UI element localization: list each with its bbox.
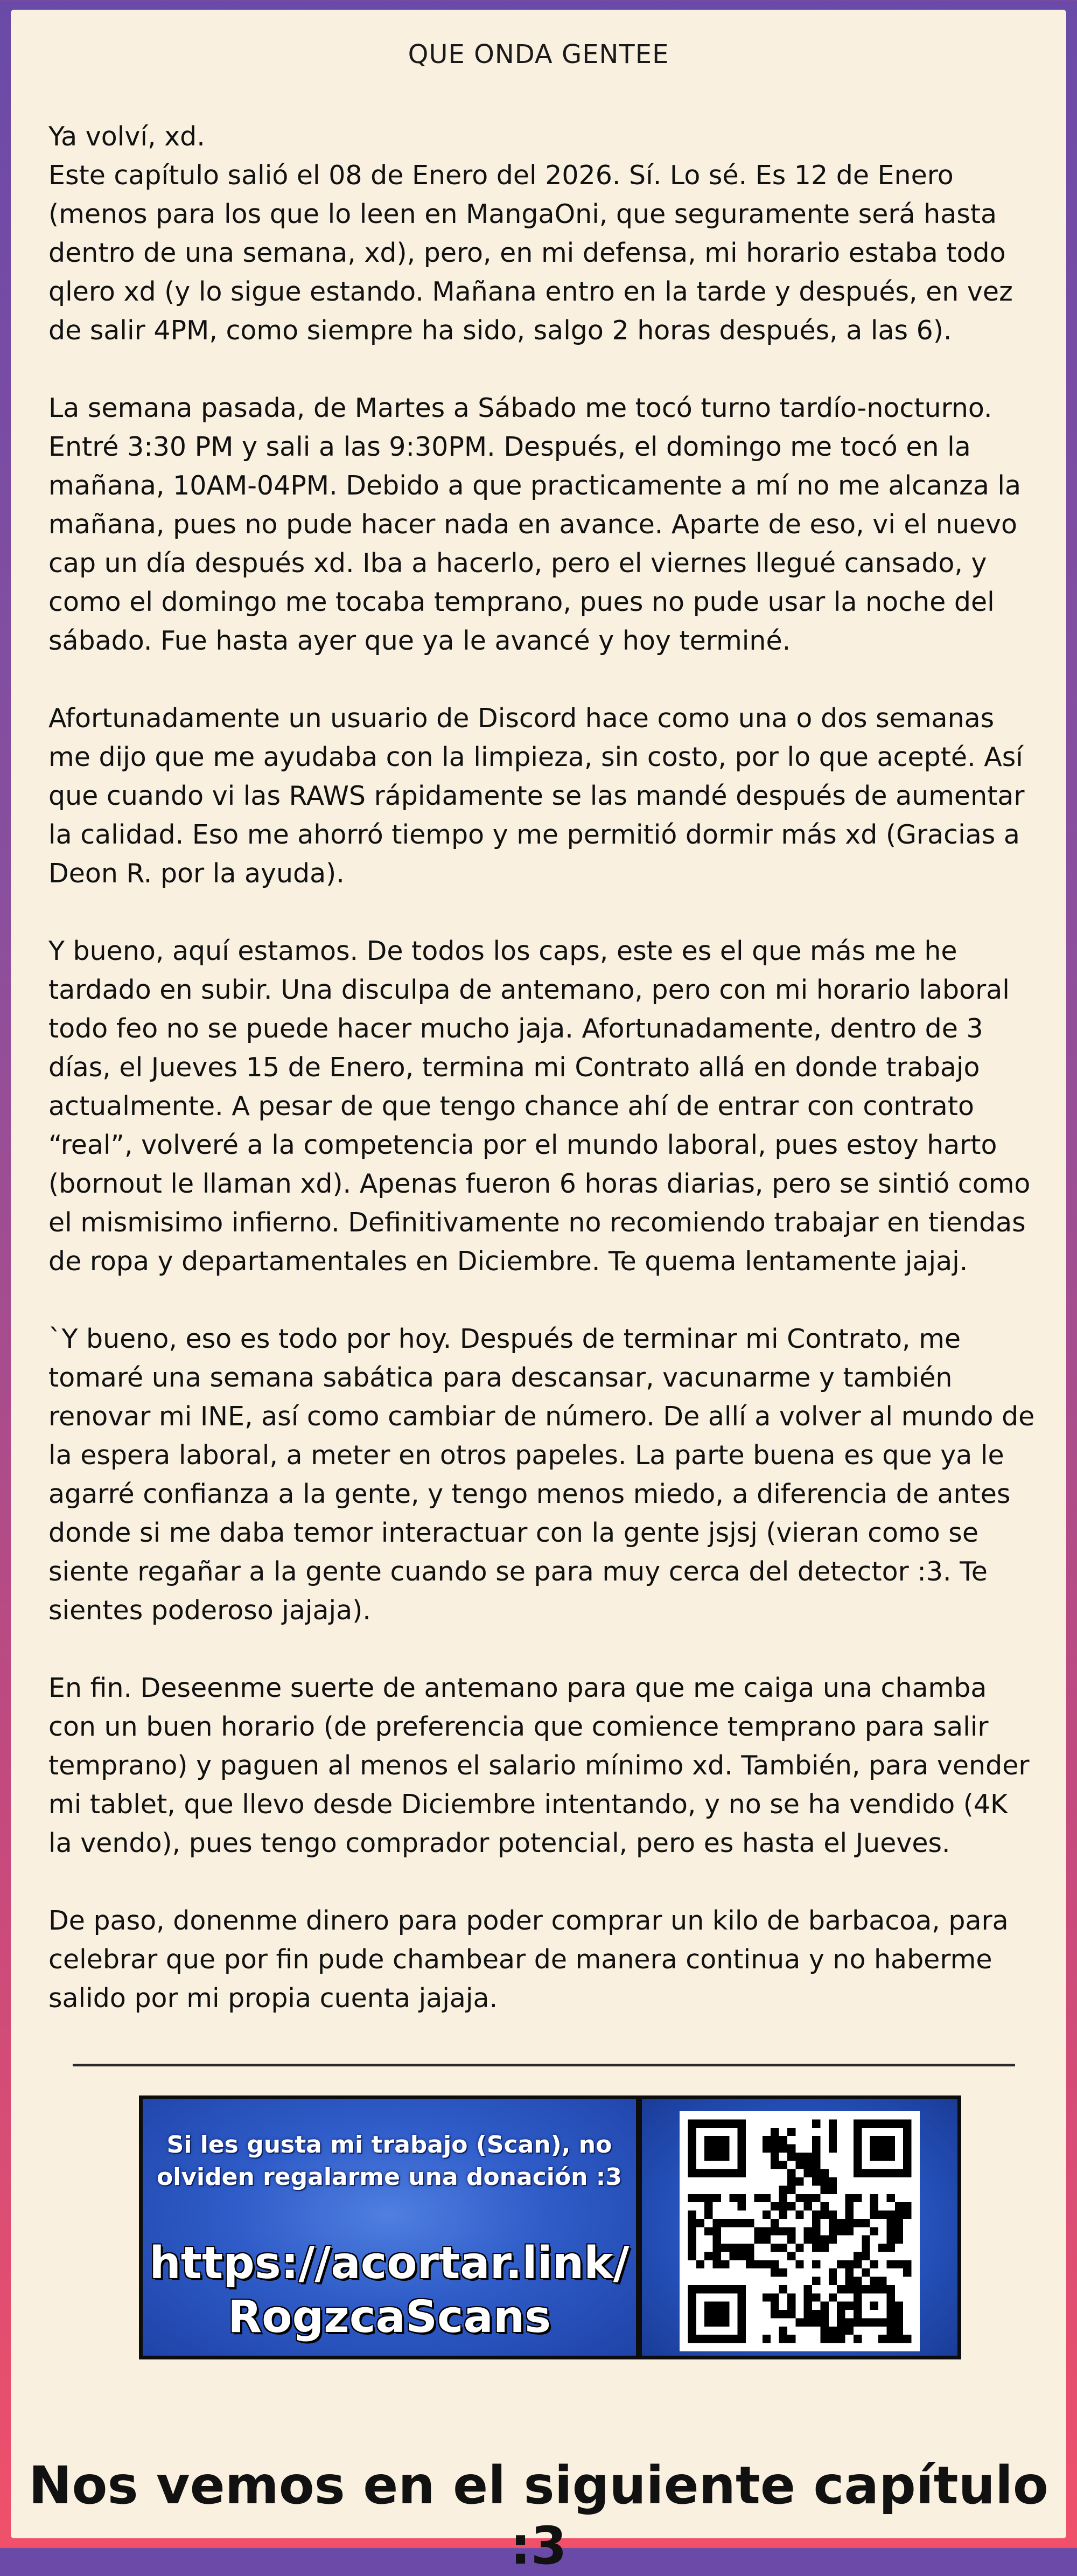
note-paper (11, 10, 1066, 2576)
paragraph-7: De paso, donenme dinero para poder comprar un kilo de barbacoa, para celebrar que por fin pude chambear de manera continua y no haberme salido por mi propia cuenta jajaja. (48, 1905, 1009, 2014)
donation-link[interactable]: https://acortar.link/ RogzcaScans (149, 2238, 630, 2343)
paragraph-5: `Y bueno, eso es todo por hoy. Después de terminar mi Contrato, me tomaré una semana sabática para descansar, vacunarme y también renovar mi INE, así como cambiar de número. De allí a volver al mundo de la espera laboral, a meter en otros papeles. La parte buena es que ya le agarré confianza a la gente, y tengo menos miedo, a diferencia de antes donde si me daba temor interactuar con la gente jsjsj (vieran como se siente regañar a la gente cuando se para muy cerca del detector :3. Te sientes poderoso jajaja). (48, 1324, 1035, 1626)
qr-panel (638, 2095, 961, 2359)
message-body (48, 117, 1039, 2057)
paragraph-1: Ya volví, xd. Este capítulo salió el 08 de Enero del 2026. Sí. Lo sé. Es 12 de Enero (menos para los que lo leen en MangaOni, que seguramente será hasta dentro de una semana, xd), pero, en mi defensa, mi horario estaba todo qlero xd (y lo sigue estando. Mañana entro en la tarde y después, en vez de salir 4PM, como siempre ha sido, salgo 2 horas después, a las 6). (48, 121, 1013, 346)
paragraph-4: Y bueno, aquí estamos. De todos los caps, este es el que más me he tardado en subir. Una disculpa de antemano, pero con mi horario laboral todo feo no se puede hacer mucho jaja. Afortunadamente, dentro de 3 días, el Jueves 15 de Enero, termina mi Contrato allá en donde trabajo actualmente. A pesar de que tengo chance ahí de entrar con contrato “real”, volveré a la competencia por el mundo laboral, pues estoy harto (bornout le llaman xd). Apenas fueron 6 horas diarias, pero se sintió como el mismisimo infierno. Definitivamente no recomiendo trabajar en tiendas de ropa y departamentales en Diciembre. Te quema lentamente jajaj. (48, 936, 1031, 1277)
closing-message: Nos vemos en el siguiente capítulo :3 (29, 2455, 1048, 2576)
donation-banner (139, 2095, 640, 2359)
page-title: QUE ONDA GENTEE (408, 39, 669, 69)
donation-message: Si les gusta mi trabajo (Scan), no olviden regalarme una donación :3 (157, 2131, 622, 2191)
paragraph-6: En fin. Deseenme suerte de antemano para que me caiga una chamba con un buen horario (de preferencia que comience temprano para salir temprano) y paguen al menos el salario mínimo xd. También, para vender mi tablet, que llevo desde Diciembre intentando, y no se ha vendido (4K la vendo), pues tengo comprador potencial, pero es hasta el Jueves. (48, 1673, 1030, 1858)
qr-code-icon[interactable] (675, 2111, 924, 2351)
divider-line (73, 2064, 1015, 2066)
paragraph-3: Afortunadamente un usuario de Discord hace como una o dos semanas me dijo que me ayudaba con la limpieza, sin costo, por lo que acepté. Así que cuando vi las RAWS rápidamente se las mandé después de aumentar la calidad. Eso me ahorró tiempo y me permitió dormir más xd (Gracias a Deon R. por la ayuda). (48, 703, 1025, 889)
paragraph-2: La semana pasada, de Martes a Sábado me tocó turno tardío-nocturno. Entré 3:30 PM y sali a las 9:30PM. Después, el domingo me tocó en la mañana, 10AM-04PM. Debido a que practicamente a mí no me alcanza la mañana, pues no pude hacer nada en avance. Aparte de eso, vi el nuevo cap un día después xd. Iba a hacerlo, pero el viernes llegué cansado, y como el domingo me tocaba temprano, pues no pude usar la noche del sábado. Fue hasta ayer que ya le avancé y hoy terminé. (48, 393, 1022, 656)
